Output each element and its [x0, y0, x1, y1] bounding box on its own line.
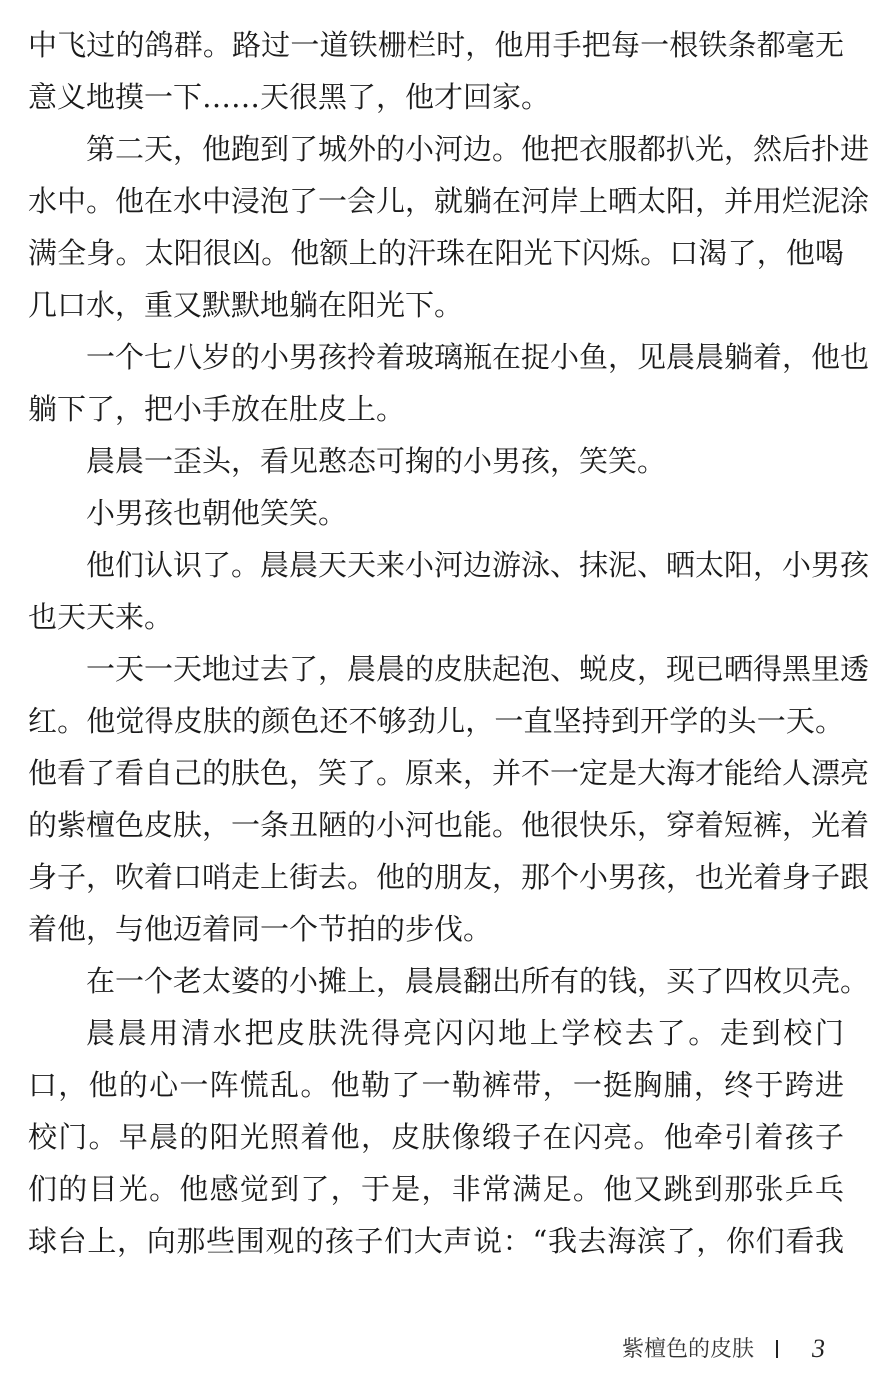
footer-divider	[776, 1340, 778, 1358]
text-line: 口，他的心一阵慌乱。他勒了一勒裤带，一挺胸脯，终于跨进	[28, 1068, 844, 1102]
text-line: 晨晨用清水把皮肤洗得亮闪闪地上学校去了。走到校门	[86, 1016, 844, 1050]
text-line: 几口水，重又默默地躺在阳光下。	[28, 288, 464, 322]
text-line: 意义地摸一下……天很黑了，他才回家。	[28, 80, 551, 114]
text-line: 也天天来。	[28, 600, 174, 634]
text-line: 晨晨一歪头，看见憨态可掬的小男孩，笑笑。	[86, 444, 667, 478]
text-line: 第二天，他跑到了城外的小河边。他把衣服都扒光，然后扑进	[86, 132, 870, 166]
text-line: 躺下了，把小手放在肚皮上。	[28, 392, 406, 426]
text-line: 们的目光。他感觉到了，于是，非常满足。他又跳到那张乒乓	[28, 1172, 844, 1206]
text-line: 他们认识了。晨晨天天来小河边游泳、抹泥、晒太阳，小男孩	[86, 548, 870, 582]
text-line: 一个七八岁的小男孩拎着玻璃瓶在捉小鱼，见晨晨躺着，他也	[86, 340, 870, 374]
text-line: 满全身。太阳很凶。他额上的汗珠在阳光下闪烁。口渴了，他喝	[28, 236, 844, 270]
text-line: 着他，与他迈着同一个节拍的步伐。	[28, 912, 493, 946]
text-line: 水中。他在水中浸泡了一会儿，就躺在河岸上晒太阳，并用烂泥涂	[28, 184, 870, 218]
text-line: 的紫檀色皮肤，一条丑陋的小河也能。他很快乐，穿着短裤，光着	[28, 808, 870, 842]
text-line: 一天一天地过去了，晨晨的皮肤起泡、蜕皮，现已晒得黑里透	[86, 652, 870, 686]
page-footer	[0, 1330, 872, 1370]
text-line: 球台上，向那些围观的孩子们大声说：“我去海滨了，你们看我	[28, 1224, 844, 1258]
text-line: 校门。早晨的阳光照着他，皮肤像缎子在闪亮。他牵引着孩子	[28, 1120, 844, 1154]
running-title: 紫檀色的皮肤	[622, 1337, 755, 1362]
text-line: 红。他觉得皮肤的颜色还不够劲儿，一直坚持到开学的头一天。	[28, 704, 844, 738]
text-line: 他看了看自己的肤色，笑了。原来，并不一定是大海才能给人漂亮	[28, 756, 870, 790]
text-line: 身子，吹着口哨走上街去。他的朋友，那个小男孩，也光着身子跟	[28, 860, 870, 894]
text-line: 在一个老太婆的小摊上，晨晨翻出所有的钱，买了四枚贝壳。	[86, 964, 870, 998]
page-number: 3	[812, 1334, 825, 1363]
text-line: 中飞过的鸽群。路过一道铁栅栏时，他用手把每一根铁条都毫无	[28, 28, 844, 62]
text-line: 小男孩也朝他笑笑。	[86, 496, 348, 530]
